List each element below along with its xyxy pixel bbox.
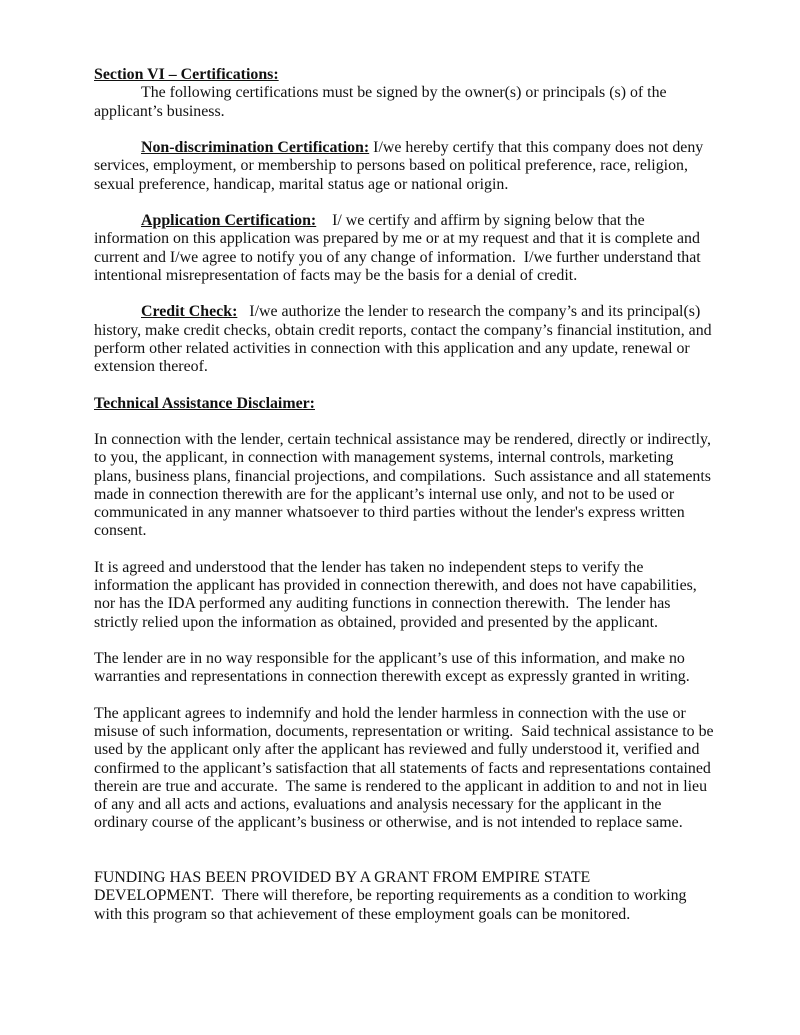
text-line: used by the applicant only after the applicant has reviewed and fully understood it, verified and [94,741,700,759]
funding-notice [94,869,734,924]
text-line: plans, business plans, financial projections, and compilations. Such assistance and all statements [94,467,711,485]
text-line: strictly relied upon the information as obtained, provided and presented by the applicant. [94,613,658,631]
text-line: of any and all acts and actions, evaluations and analysis necessary for the applicant in the [94,796,662,813]
text-line: extension thereof. [94,358,208,375]
text-line [94,139,734,157]
technical-assistance-paragraph-3 [94,650,734,687]
text-line [94,869,734,887]
heading-label: Technical Assistance Disclaimer: [94,394,315,412]
text-line: made in connection therewith are for the applicant’s internal use only, and not to be used or [94,485,675,503]
text-run: FUNDING HAS BEEN PROVIDED BY A GRANT FROM EMPIRE STATE [94,869,591,886]
application-certification [94,212,734,285]
technical-assistance-heading [94,395,734,413]
text-line: nor has the IDA performed any auditing functions in connection therewith. The lender has [94,595,671,613]
text-line [94,212,734,230]
text-line: information the applicant has provided in connection therewith, and does not have capabilities, [94,577,697,594]
text-line: sexual preference, handicap, marital status age or national origin. [94,175,509,193]
document-page [94,66,734,942]
text-run: The following certifications must be signed by the owner(s) or principals (s) of the [141,84,667,102]
credit-check [94,303,734,376]
text-line: ordinary course of the applicant’s business or otherwise, and is not intended to replace same. [94,814,683,832]
non-discrimination-certification [94,139,734,194]
text-line [94,431,734,449]
text-run: The lender are in no way responsible for the applicant’s use of this information, and make no [94,650,685,667]
text-line: perform other related activities in connection with this application and any update, renewal or [94,339,690,357]
text-line: confirmed to the applicant’s satisfaction that all statements of facts and representations contained [94,759,711,777]
text-line [94,559,734,577]
text-line [94,705,734,723]
section-vi-heading [94,66,734,84]
text-run: I/we hereby certify that this company does not deny [369,139,704,156]
text-run: I/ we certify and affirm by signing below that the [316,212,645,229]
certifications-intro [94,84,734,121]
heading-label: Application Certification: [141,212,317,229]
text-run: In connection with the lender, certain technical assistance may be rendered, directly or indirectly, [94,431,711,448]
text-run: I/we authorize the lender to research the company’s and its principal(s) [237,303,701,321]
heading-label: Non-discrimination Certification: [141,139,370,156]
technical-assistance-paragraph-1 [94,431,734,541]
text-line: DEVELOPMENT. There will therefore, be reporting requirements as a condition to working [94,887,687,905]
heading-label: Section VI – Certifications: [94,66,279,83]
text-line: information on this application was prepared by me or at my request and that it is complete and [94,230,700,248]
text-line: intentional misrepresentation of facts may be the basis for a denial of credit. [94,266,578,284]
text-line: consent. [94,522,147,540]
heading-label: Credit Check: [141,303,238,321]
text-line: with this program so that achievement of these employment goals can be monitored. [94,905,631,923]
text-line [94,303,734,321]
text-line [94,395,734,413]
text-run: It is agreed and understood that the lender has taken no independent steps to verify the [94,558,644,576]
text-line: applicant’s business. [94,102,225,120]
text-line: misuse of such information, documents, representation or writing. Said technical assistance to be [94,723,714,740]
text-run: The applicant agrees to indemnify and hold the lender harmless in connection with the use or [94,704,686,722]
text-line: history, make credit checks, obtain credit reports, contact the company’s financial institution, and [94,321,712,339]
text-line [94,66,734,84]
text-line: warranties and representations in connection therewith except as expressly granted in writing. [94,668,690,686]
text-line: communicated in any manner whatsoever to third parties without the lender's express written [94,504,685,521]
text-line: services, employment, or membership to persons based on political preference, race, religion, [94,157,688,175]
text-line: current and I/we agree to notify you of any change of information. I/we further understand that [94,248,701,266]
text-line: to you, the applicant, in connection with management systems, internal controls, marketing [94,449,674,467]
text-line: therein are true and accurate. The same is rendered to the applicant in addition to and not in lieu [94,777,708,795]
text-line [94,650,734,668]
technical-assistance-paragraph-2 [94,559,734,632]
text-line [94,84,734,102]
technical-assistance-paragraph-4 [94,705,734,833]
